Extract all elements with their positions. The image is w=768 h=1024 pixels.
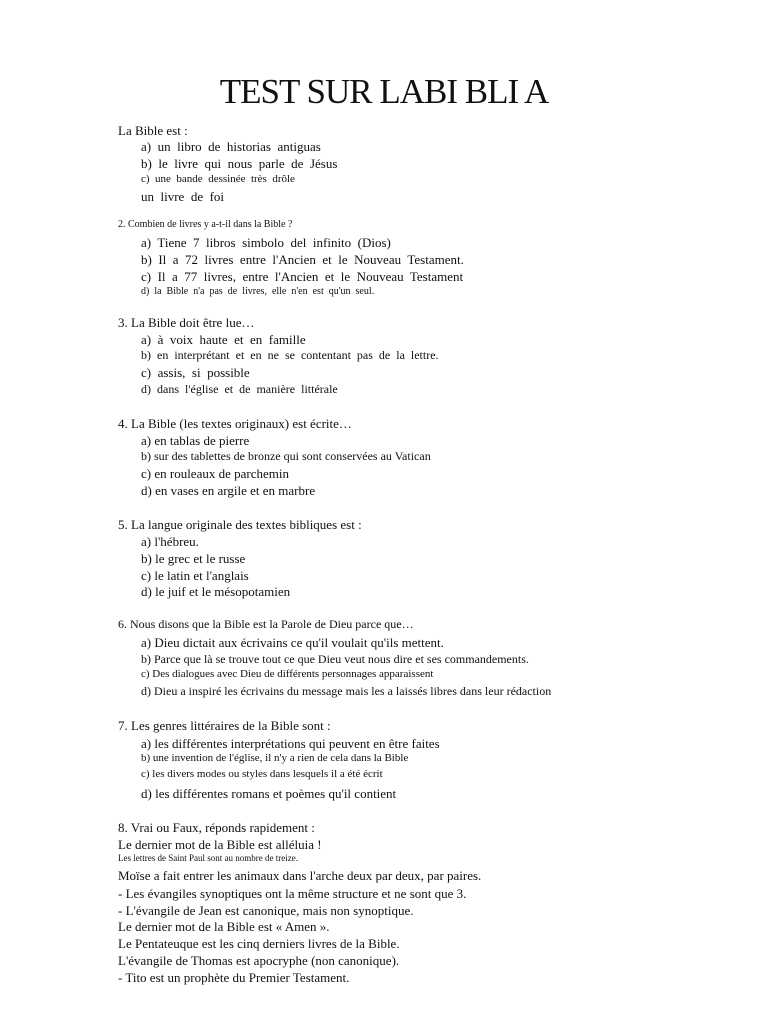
question-7: 7. Les genres littéraires de la Bible sont : [118,718,331,733]
q5-option-b: b) le grec et le russe [141,551,246,566]
q8-statement: Le dernier mot de la Bible est alléluia ! [118,837,322,852]
q8-statement: - Tito est un prophète du Premier Testament. [118,970,350,985]
q2-option-d: d) la Bible n'a pas de livres, elle n'en est qu'un seul. [141,286,375,297]
question-1: La Bible est : [118,123,188,138]
q4-option-c: c) en rouleaux de parchemin [141,466,289,481]
q1-option-c: c) une bande dessinée très drôle [141,173,295,185]
q1-option-d: un livre de foi [141,189,225,204]
q8-statement: Les lettres de Saint Paul sont au nombre de treize. [118,853,298,863]
document-title: TEST SUR LABI BLI A [219,72,549,111]
q2-option-c: c) Il a 77 livres, entre l'Ancien et le Nouveau Testament [141,269,464,284]
q5-option-d: d) le juif et le mésopotamien [141,584,291,599]
q3-option-d: d) dans l'église et de manière littérale [141,382,338,396]
q8-statement: Le dernier mot de la Bible est « Amen ». [118,919,330,934]
q8-statement: - Les évangiles synoptiques ont la même structure et ne sont que 3. [118,886,467,901]
q7-option-c: c) les divers modes ou styles dans lesquels il a été écrit [141,768,383,780]
q3-option-c: c) assis, si possible [141,365,250,380]
q1-option-b: b) le livre qui nous parle de Jésus [141,156,338,171]
q5-option-c: c) le latin et l'anglais [141,568,249,583]
q6-option-a: a) Dieu dictait aux écrivains ce qu'il voulait qu'ils mettent. [141,635,444,650]
q8-statement: Le Pentateuque est les cinq derniers livres de la Bible. [118,936,400,951]
q2-option-a: a) Tiene 7 libros simbolo del infinito (Dios) [141,235,391,250]
q6-option-b: b) Parce que là se trouve tout ce que Dieu veut nous dire et ses commandements. [141,652,529,666]
q4-option-d: d) en vases en argile et en marbre [141,483,316,498]
question-8: 8. Vrai ou Faux, réponds rapidement : [118,820,315,835]
question-3: 3. La Bible doit être lue… [118,315,255,330]
question-2: 2. Combien de livres y a-t-il dans la Bible ? [118,219,293,230]
q7-option-b: b) une invention de l'église, il n'y a rien de cela dans la Bible [141,752,409,764]
q6-option-d: d) Dieu a inspiré les écrivains du message mais les a laissés libres dans leur rédaction [141,684,552,698]
question-5: 5. La langue originale des textes bibliques est : [118,517,362,532]
question-6: 6. Nous disons que la Bible est la Parole de Dieu parce que… [118,617,414,631]
q8-statement: Moïse a fait entrer les animaux dans l'arche deux par deux, par paires. [118,868,482,883]
q3-option-a: a) à voix haute et en famille [141,332,306,347]
q4-option-a: a) en tablas de pierre [141,433,250,448]
q7-option-d: d) les différentes romans et poèmes qu'il contient [141,786,397,801]
q8-statement: - L'évangile de Jean est canonique, mais non synoptique. [118,903,414,918]
q2-option-b: b) Il a 72 livres entre l'Ancien et le Nouveau Testament. [141,252,464,267]
q1-option-a: a) un libro de historias antiguas [141,139,321,154]
question-4: 4. La Bible (les textes originaux) est écrite… [118,416,352,431]
q3-option-b: b) en interprétant et en ne se contentant pas de la lettre. [141,348,439,362]
q4-option-b: b) sur des tablettes de bronze qui sont conservées au Vatican [141,449,431,463]
q8-statement: L'évangile de Thomas est apocryphe (non canonique). [118,953,400,968]
q5-option-a: a) l'hébreu. [141,534,199,549]
q6-option-c: c) Des dialogues avec Dieu de différents personnages apparaissent [141,668,434,680]
q7-option-a: a) les différentes interprétations qui peuvent en être faites [141,736,440,751]
